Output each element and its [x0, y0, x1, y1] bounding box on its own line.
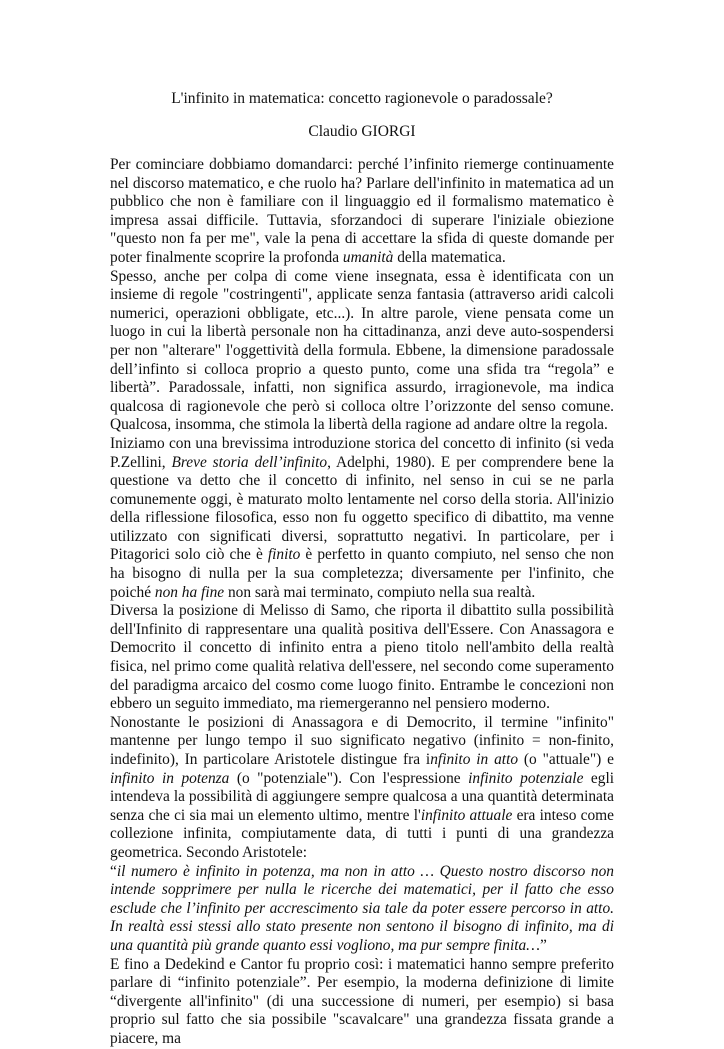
document-author: Claudio GIORGI: [308, 123, 416, 140]
paragraph-aristotele: Nonostante le posizioni di Anassagora e di Democrito, il termine "infinito" mantenne per lungo tempo il suo significato negativo (infinito = non-finito, indefinito), In particolare Aristotele distingue fra infinito in atto (o "attuale") e infinito in potenza (o "potenziale"). Con l'espressione infinito potenziale egli intendeva la possibilità di aggiungere sempre qualcosa a una quantità determinata senza che ci sia mai un elemento ultimo, mentre l'infinito attuale era inteso come collezione infinita, compiutamente data, di tutti i punti di una grandezza geometrica. Secondo Aristotele:: [110, 713, 614, 861]
paragraph-rules: Spesso, anche per colpa di come viene insegnata, essa è identificata con un insieme di regole "costringenti", applicate senza fantasia (attraverso aridi calcoli numerici, operazioni obbligate, etc...). In altre parole, viene pensata come un luogo in cui la libertà personale non ha cittadinanza, anzi deve auto-sospendersi per non "alterare" l'oggettività della formula. Ebbene, la dimensione paradossale dell’infinto si colloca proprio a questo punto, come una sfida tra “regola” e libertà”. Paradossale, infatti, non significa assurdo, irragionevole, ma indica qualcosa di ragionevole che però si colloca oltre l’orizzonte del senso comune. Qualcosa, insomma, che stimola la libertà della ragione ad andare oltre la regola.: [110, 267, 614, 434]
paragraph-intro: Per cominciare dobbiamo domandarci: perché l’infinito riemerge continuamente nel discorso matematico, e che ruolo ha? Parlare dell'infinito in matematica ad un pubblico che non è familiare con il linguaggio ed il formalismo matematico è impresa assai difficile. Tuttavia, sforzandoci di superare l'iniziale obiezione "questo non fa per me", vale la pena di accettare la sfida di queste domande per poter finalmente scoprire la profonda umanità della matematica.: [110, 156, 614, 266]
document-title: L'infinito in matematica: concetto ragionevole o paradossale?: [171, 90, 553, 107]
paragraph-dedekind-cantor: E fino a Dedekind e Cantor fu proprio così: i matematici hanno sempre preferito parlare di “infinito potenziale”. Per esempio, la moderna definizione di limite “divergente all'infinito" (di una successione di numeri, per esempio) si basa proprio sul fatto che sia possibile "scavalcare" una grandezza fissata grande a piacere, ma: [110, 955, 614, 1047]
document-body: [110, 156, 614, 1049]
paragraph-history: Iniziamo con una brevissima introduzione storica del concetto di infinito (si veda P.Zellini, Breve storia dell’infinito, Adelphi, 1980). E per comprendere bene la questione va detto che il concetto di infinito, nel senso in cui se ne parla comunemente oggi, è maturato molto lentamente nel corso della storia. All'inizio della riflessione filosofica, esso non fu oggetto specifico di dibattito, ma venne utilizzato con significati diversi, soprattutto negativi. In particolare, per i Pitagorici solo ciò che è finito è perfetto in quanto compiuto, nel senso che non ha bisogno di nulla per la sua completezza; diversamente per l'infinito, che poiché non ha fine non sarà mai terminato, compiuto nella sua realtà.: [110, 434, 614, 601]
aristotle-quote: “il numero è infinito in potenza, ma non in atto … Questo nostro discorso non intende sopprimere per nulla le ricerche dei matematici, per il fatto che esso esclude che l’infinito per accrescimento sia tale da poter essere percorso in atto. In realtà essi stessi allo stato presente non sentono il bisogno di infinito, ma di una quantità più grande quanto essi vogliono, ma pur sempre finita…”: [110, 862, 614, 954]
paragraph-melisso: Diversa la posizione di Melisso di Samo, che riporta il dibattito sulla possibilità dell'Infinito di rappresentare una qualità positiva dell'Essere. Con Anassagora e Democrito il concetto di infinito entra a pieno titolo nell'ambito della realtà fisica, nel primo come qualità relativa dell'essere, nel secondo come superamento del paradigma arcaico del cosmo come luogo finito. Entrambe le concezioni non ebbero un seguito immediato, ma riemergeranno nel pensiero moderno.: [110, 602, 614, 713]
